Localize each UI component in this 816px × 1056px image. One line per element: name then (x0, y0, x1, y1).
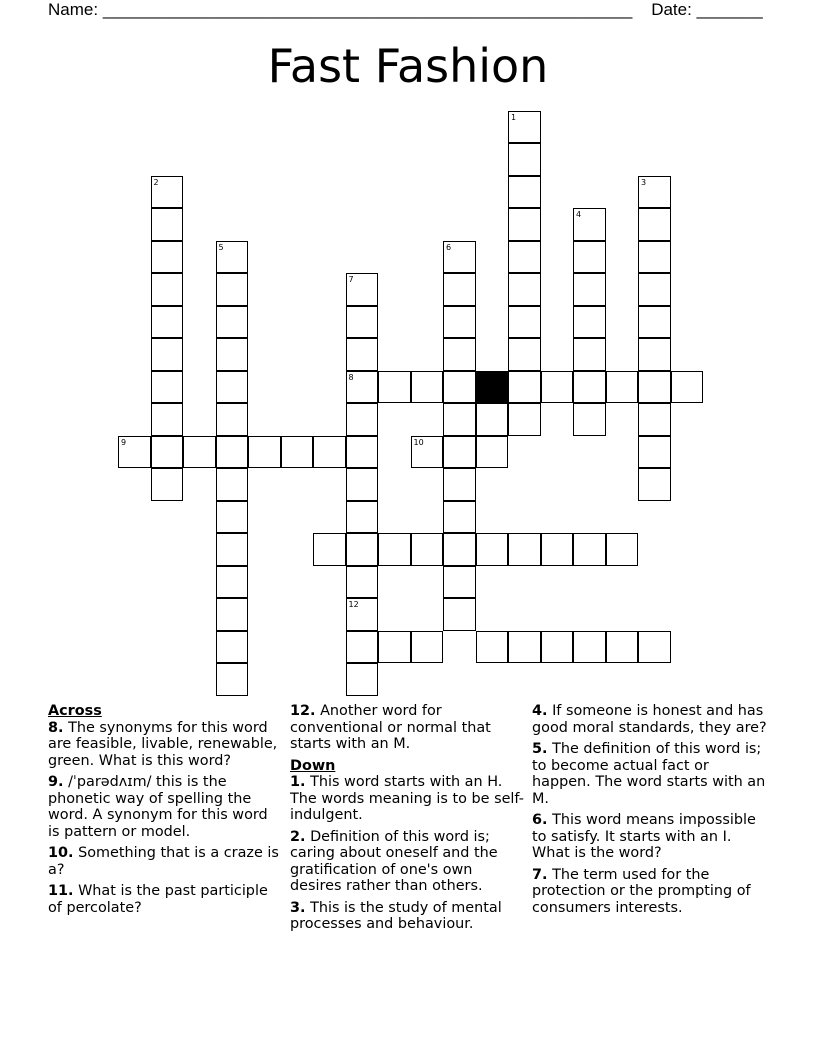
grid-cell[interactable] (573, 338, 606, 371)
clue-text: The term used for the protection or the prompting of consumers interests. (532, 866, 751, 916)
grid-cell[interactable] (378, 533, 411, 566)
down-header: Down (290, 757, 336, 774)
name-label: Name: (48, 0, 99, 19)
clue-number-label: 6 (446, 242, 452, 252)
grid-cell[interactable] (541, 371, 574, 404)
clue-text: This word starts with an H. The words meaning is to be self-indulgent. (290, 774, 524, 823)
grid-cell[interactable] (638, 436, 671, 469)
grid-cell[interactable] (346, 566, 379, 599)
grid-cell[interactable] (216, 436, 249, 469)
clue-number-label: 5 (218, 242, 224, 252)
grid-cell[interactable] (216, 598, 249, 631)
grid-cell[interactable] (151, 273, 184, 306)
grid-cell[interactable] (346, 631, 379, 664)
grid-cell[interactable] (443, 501, 476, 534)
clue-number: 10. (48, 845, 74, 861)
clue-text: Definition of this word is; caring about oneself and the gratification of one's own desires rather than others. (290, 828, 498, 894)
grid-cell[interactable] (508, 403, 541, 436)
clue-text: Something that is a craze is a? (48, 845, 279, 878)
grid-cell[interactable] (216, 566, 249, 599)
grid-cell[interactable] (151, 468, 184, 501)
grid-cell[interactable] (216, 338, 249, 371)
grid-cell[interactable] (508, 371, 541, 404)
clue-number: 6. (532, 812, 548, 828)
clue-number: 4. (532, 703, 548, 719)
grid-cell[interactable] (346, 598, 379, 631)
clue-text: This word means impossible to satisfy. It starts with an I. What is the word? (532, 812, 756, 861)
clue-number-label: 1 (511, 112, 517, 122)
grid-cell[interactable] (476, 631, 509, 664)
clue-down-5 (532, 741, 768, 807)
grid-cell[interactable] (573, 403, 606, 436)
clue-number-label: 3 (641, 177, 647, 187)
grid-cell[interactable] (508, 533, 541, 566)
grid-cell[interactable] (508, 176, 541, 209)
grid-cell[interactable] (216, 501, 249, 534)
clue-text: The synonyms for this word are feasible, livable, renewable, green. What is this word? (48, 719, 278, 769)
grid-cell[interactable] (638, 306, 671, 339)
clue-number-label: 8 (348, 372, 354, 382)
clue-across-12 (290, 703, 526, 753)
grid-cell[interactable] (573, 241, 606, 274)
grid-cell[interactable] (216, 403, 249, 436)
grid-cell[interactable] (411, 533, 444, 566)
clue-number: 12. (290, 703, 316, 719)
grid-cell[interactable] (476, 533, 509, 566)
clue-number-label: 12 (348, 600, 359, 609)
grid-cell[interactable] (573, 306, 606, 339)
clue-across-10 (48, 845, 280, 878)
grid-cell[interactable] (411, 371, 444, 404)
clues-column-3 (532, 703, 768, 921)
grid-cell[interactable] (443, 468, 476, 501)
grid-cell[interactable] (346, 663, 379, 696)
grid-cell[interactable] (216, 663, 249, 696)
grid-cell[interactable] (151, 241, 184, 274)
clue-number: 9. (48, 774, 64, 790)
grid-cell[interactable] (443, 403, 476, 436)
grid-cell[interactable] (606, 631, 639, 664)
clue-number: 3. (290, 899, 306, 916)
clue-number: 2. (290, 828, 306, 845)
clue-down-2 (290, 829, 526, 895)
clue-text: Another word for conventional or normal that starts with an M. (290, 703, 491, 752)
grid-cell[interactable] (151, 208, 184, 241)
clue-text: What is the past participle of percolate? (48, 883, 268, 916)
grid-cell[interactable] (346, 338, 379, 371)
date-blank[interactable]: _______ (696, 0, 763, 19)
clue-number: 8. (48, 719, 64, 736)
grid-cell[interactable] (346, 306, 379, 339)
grid-cell[interactable] (216, 533, 249, 566)
grid-cell[interactable] (313, 533, 346, 566)
grid-cell[interactable] (443, 241, 476, 274)
clue-number-label: 2 (153, 177, 159, 187)
clue-number: 5. (532, 741, 548, 757)
grid-cell[interactable] (151, 306, 184, 339)
grid-cell[interactable] (443, 566, 476, 599)
grid-cell[interactable] (443, 306, 476, 339)
grid-cell[interactable] (151, 403, 184, 436)
grid-cell[interactable] (443, 273, 476, 306)
grid-cell[interactable] (638, 338, 671, 371)
grid-cell[interactable] (346, 371, 379, 404)
grid-cell[interactable] (638, 176, 671, 209)
clue-across-8 (48, 720, 280, 770)
clue-down-4 (532, 703, 768, 736)
grid-cell[interactable] (638, 241, 671, 274)
grid-cell[interactable] (606, 533, 639, 566)
grid-cell[interactable] (573, 273, 606, 306)
grid-cell[interactable] (541, 533, 574, 566)
grid-cell[interactable] (508, 306, 541, 339)
clue-down-3 (290, 900, 526, 933)
grid-cell[interactable] (443, 436, 476, 469)
grid-cell[interactable] (573, 631, 606, 664)
grid-cell[interactable] (573, 533, 606, 566)
grid-cell[interactable] (671, 371, 704, 404)
clue-text: This is the study of mental processes and behaviour. (290, 899, 502, 932)
clue-number: 1. (290, 774, 306, 790)
grid-cell[interactable] (118, 436, 151, 469)
grid-cell[interactable] (638, 371, 671, 404)
grid-cell[interactable] (346, 468, 379, 501)
clue-down-6 (532, 812, 768, 862)
grid-cell[interactable] (638, 208, 671, 241)
grid-cell[interactable] (638, 403, 671, 436)
clue-across-11 (48, 883, 280, 916)
grid-cell[interactable] (443, 598, 476, 631)
grid-cell[interactable] (638, 468, 671, 501)
across-header: Across (48, 703, 102, 719)
grid-cell[interactable] (476, 403, 509, 436)
grid-cell[interactable] (183, 436, 216, 469)
grid-cell[interactable] (476, 436, 509, 469)
grid-cell[interactable] (508, 208, 541, 241)
grid-cell[interactable] (411, 436, 444, 469)
grid-cell[interactable] (281, 436, 314, 469)
clue-number-label: 10 (413, 437, 424, 447)
grid-cell[interactable] (508, 273, 541, 306)
clue-number: 7. (532, 866, 548, 883)
grid-cell[interactable] (508, 631, 541, 664)
grid-cell[interactable] (541, 631, 574, 664)
clue-text: If someone is honest and has good moral standards, they are? (532, 703, 767, 736)
grid-cell[interactable] (508, 111, 541, 144)
clues-column-1 (48, 703, 280, 921)
grid-cell[interactable] (378, 371, 411, 404)
grid-cell[interactable] (508, 338, 541, 371)
grid-cell[interactable] (638, 273, 671, 306)
clue-number: 11. (48, 883, 74, 899)
grid-cell[interactable] (216, 371, 249, 404)
grid-cell[interactable] (346, 436, 379, 469)
grid-cell[interactable] (151, 338, 184, 371)
grid-cell[interactable] (151, 371, 184, 404)
clue-text: /ˈparədʌɪm/ this is the phonetic way of spelling the word. A synonym for this word is pattern or model. (48, 774, 268, 840)
grid-cell[interactable] (378, 631, 411, 664)
grid-cell[interactable] (216, 306, 249, 339)
grid-cell[interactable] (151, 436, 184, 469)
grid-cell[interactable] (216, 241, 249, 274)
grid-cell[interactable] (508, 241, 541, 274)
clue-text: The definition of this word is; to become actual fact or happen. The word starts with an M. (532, 741, 766, 807)
grid-cell[interactable] (313, 436, 346, 469)
page-title: Fast Fashion (267, 39, 549, 93)
grid-cell[interactable] (346, 533, 379, 566)
clue-number-label: 7 (348, 275, 354, 284)
grid-cell[interactable] (346, 403, 379, 436)
grid-cell[interactable] (573, 371, 606, 404)
clue-number-label: 4 (576, 210, 582, 219)
grid-cell[interactable] (216, 631, 249, 664)
clue-number-label: 9 (121, 437, 127, 447)
grid-cell[interactable] (411, 631, 444, 664)
grid-cell[interactable] (216, 273, 249, 306)
grid-cell[interactable] (443, 371, 476, 404)
grid-cell[interactable] (606, 371, 639, 404)
grid-cell[interactable] (638, 631, 671, 664)
clue-down-7 (532, 867, 768, 917)
grid-cell[interactable] (248, 436, 281, 469)
grid-cell[interactable] (573, 208, 606, 241)
black-cell (476, 371, 509, 404)
name-blank[interactable]: ________________________________________________________ (102, 0, 633, 19)
clue-down-1 (290, 774, 526, 824)
grid-cell[interactable] (443, 533, 476, 566)
grid-cell[interactable] (508, 143, 541, 176)
date-label: Date: (651, 0, 692, 19)
clues-column-2 (290, 703, 526, 938)
grid-cell[interactable] (346, 501, 379, 534)
grid-cell[interactable] (443, 338, 476, 371)
clue-across-9 (48, 774, 280, 840)
grid-cell[interactable] (216, 468, 249, 501)
grid-cell[interactable] (346, 273, 379, 306)
grid-cell[interactable] (151, 176, 184, 209)
